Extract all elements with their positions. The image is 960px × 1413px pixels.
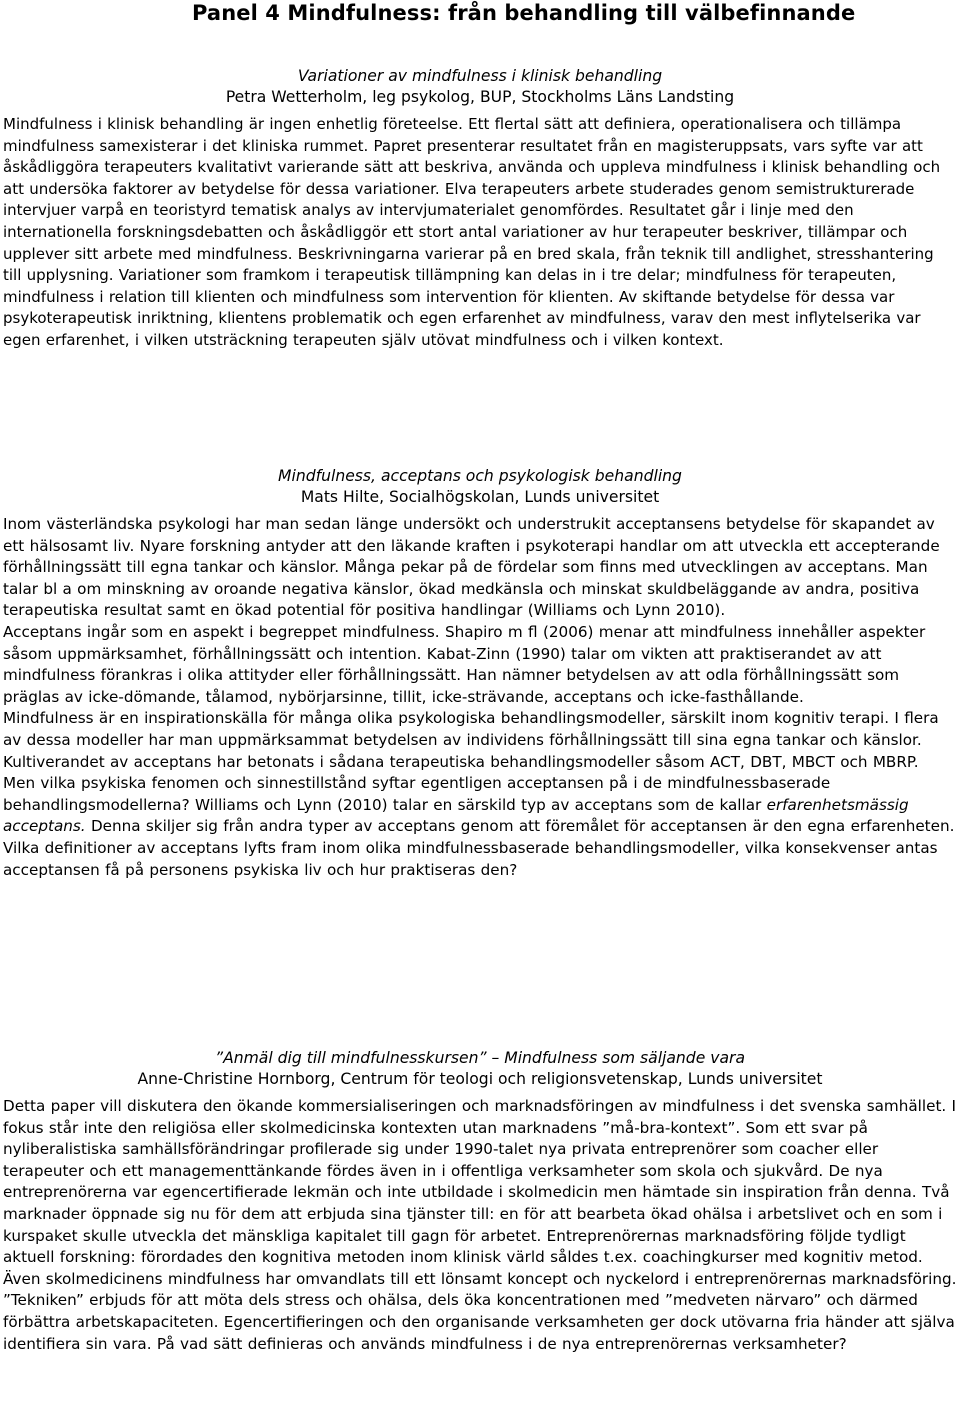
paragraph-text: Denna skiljer sig från andra typer av acceptans genom att föremålet för acceptansen är den egna erfarenheten. Vilka definitioner av acceptans lyfts fram inom olika mindfulnessbaserade behandlingsmodeller, vilka konsekvenser antas acceptansen få på personens psykiska liv och hur praktiseras den? [3,817,955,879]
panel-title: Panel 4 Mindfulness: från behandling till välbefinnande [192,1,856,25]
section-title: Variationer av mindfulness i klinisk behandling [297,67,663,85]
section-body [3,514,957,881]
section-title: ”Anmäl dig till mindfulnesskursen” – Mindfulness som säljande vara [214,1049,746,1067]
section-body [3,1096,957,1355]
paragraph: Mindfulness i klinisk behandling är ingen enhetlig företeelse. Ett flertal sätt att definiera, operationalisera och tillämpa mindfulness samexisterar i det kliniska rummet. Papret presenterar resultatet från en magisteruppsats, vars syfte var att åskådliggöra terapeuters kvalitativt varierande sätt att beskriva, använda och uppleva mindfulness i klinisk behandling och att undersöka faktorer av betydelse för dessa variationer. Elva terapeuters arbete studerades genom semistrukturerade intervjuer varpå en teoristyrd tematisk analys av intervjumaterialet genomfördes. Resultatet går i linje med den internationella forskningsdebatten och åskådliggör ett stort antal variationer av hur terapeuter beskriver, tillämpar och upplever sitt arbete med mindfulness. Beskrivningarna varierar på en bred skala, från teknik till andlighet, stresshantering till upplysning. Variationer som framkom i terapeutisk tillämpning kan delas in i tre delar; mindfulness för terapeuten, mindfulness i relation till klienten och mindfulness som intervention för klienten. Av skiftande betydelse för dessa var psykoterapeutisk inriktning, klientens problematik och egen erfarenhet av mindfulness, varav den mest inflytelserika var egen erfarenhet, i vilken utsträckning terapeuten själv utövat mindfulness och i vilken kontext. [3,115,941,349]
abstract-section-1 [3,66,957,352]
section-title: Mindfulness, acceptans och psykologisk behandling [278,467,682,485]
paragraph: Detta paper vill diskutera den ökande kommersialiseringen och marknadsföringen av mindfulness i det svenska samhället. I fokus står inte den religiösa eller skolmedicinska kontexten utan marknadens ”må-bra-kontext”. Som ett svar på nyliberalistiska samhällsförändringar profilerade sig under 1990-talet nya privata entreprenörer som coacher eller terapeuter och ett managementtänkande fördes även in i offentliga verksamheter som skola och sjukvård. De nya entreprenörerna var egencertifierade lekmän och inte utbildade i skolmedicin men hämtade sin inspiration från denna. Två marknader öppnade sig nu för dem att erbjuda sina tjänster till: en för att bearbeta ökad ohälsa i arbetslivet och en som i kurspaket skulle utveckla det mänskliga kapitalet till gagn för arbetet. Entreprenörernas marknadsföring följde tydligt aktuell forskning: förordades den kognitiva metoden inom klinisk värld såldes t.ex. coachingkurser med kognitiv metod. Även skolmedicinens mindfulness har omvandlats till ett lönsamt koncept och nyckelord i entreprenörernas marknadsföring. ”Tekniken” erbjuds för att möta dels stress och ohälsa, dels öka koncentrationen med ”medveten närvaro” och därmed förbättra arbetskapaciteten. Egencertifieringen och den organisande verksamheten ger dock utövarna fria händer att själva identifiera sin vara. På vad sätt definieras och används mindfulness i de nya entreprenörernas verksamheter? [3,1097,957,1353]
paragraph: Acceptans ingår som en aspekt i begreppet mindfulness. Shapiro m fl (2006) menar att mindfulness innehåller aspekter såsom uppmärksamhet, förhållningssätt och intention. Kabat-Zinn (1990) talar om vikten att praktiserandet av att mindfulness förankras i olika attityder eller förhållningssätt. Han nämner betydelsen av att odla förhållningssätt som präglas av icke-dömande, tålamod, nybörjarsinne, tillit, icke-strävande, acceptans och icke-fasthållande. [3,622,926,706]
emphasized-term: erfarenhetsmässig acceptans. [3,795,909,836]
abstract-section-2 [3,466,957,881]
abstract-section-3 [3,1048,957,1355]
section-author: Petra Wetterholm, leg psykolog, BUP, Stockholms Läns Landsting [225,88,735,106]
section-author: Mats Hilte, Socialhögskolan, Lunds universitet [300,488,660,506]
paragraph-text: Men vilka psykiska fenomen och sinnestillstånd syftar egentligen acceptansen på i de mindfulnessbaserade behandlingsmodellerna? Williams och Lynn (2010) talar en särskild typ av acceptans som de kallar [3,774,831,814]
section-author: Anne-Christine Hornborg, Centrum för teologi och religionsvetenskap, Lunds universitet [137,1070,823,1088]
paragraph: Mindfulness är en inspirationskälla för många olika psykologiska behandlingsmodeller, särskilt inom kognitiv terapi. I flera av dessa modeller har man uppmärksammat betydelsen av individens förhållningssätt till sina egna tankar och känslor. Kultiverandet av acceptans har betonats i sådana terapeutiska behandlingsmodeller såsom ACT, DBT, MBCT och MBRP. [3,709,939,771]
section-body [3,114,957,352]
paragraph: Inom västerländska psykologi har man sedan länge undersökt och understrukit acceptansens betydelse för skapandet av ett hälsosamt liv. Nyare forskning antyder att den läkande kraften i psykoterapi handlar om att utveckla ett accepterande förhållningssätt till egna tankar och känslor. Många pekar på de fördelar som finns med utvecklingen av acceptans. Man talar bl a om minskning av oroande negativa känslor, ökad medkänsla och minskat skuldbeläggande av andra, positiva terapeutiska resultat samt en ökad potential för positiva handlingar (Williams och Lynn 2010). [3,515,940,620]
paragraph [3,773,957,881]
